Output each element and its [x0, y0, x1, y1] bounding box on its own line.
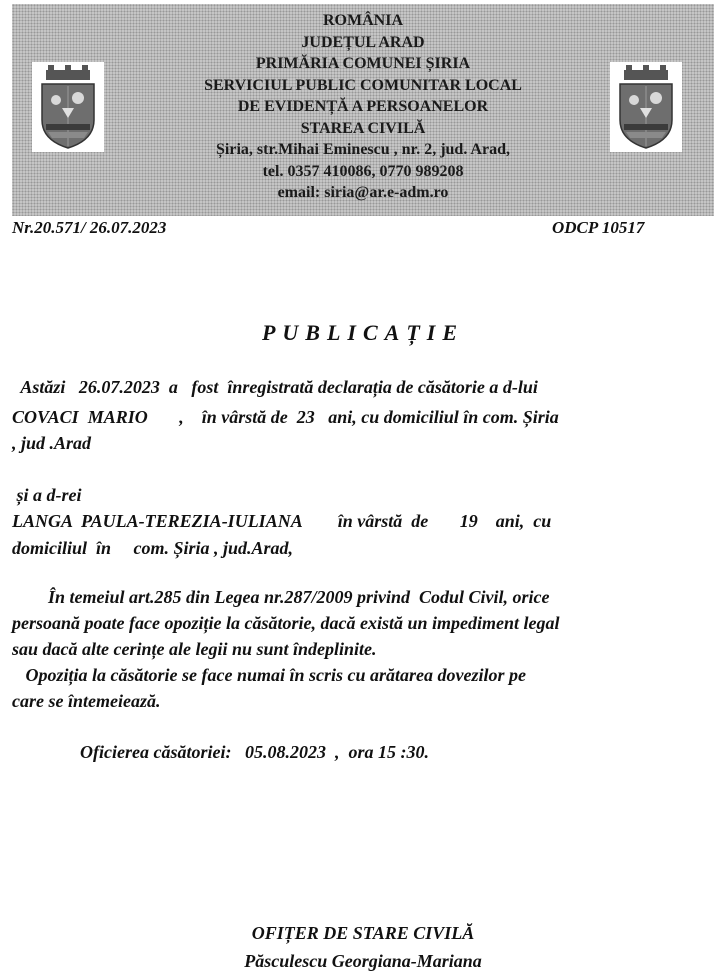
header-line-county: JUDEȚUL ARAD [301, 33, 425, 51]
header-line-service-cont: DE EVIDENȚĂ A PERSOANELOR [237, 98, 489, 115]
ceremony-date: Oficierea căsătoriei: 05.08.2023 , ora 15 :30. [80, 742, 429, 762]
coat-of-arms-icon [610, 62, 682, 152]
second-party-line-2: LANGA PAULA-TEREZIA-IULIANA în vârstă de 19 ani, cu [12, 511, 552, 531]
legal-line-3: sau dacă alte cerințe ale legii nu sunt îndeplinite. [12, 639, 377, 659]
second-party-line-3: domiciliul în com. Șiria , jud.Arad, [12, 538, 294, 558]
legal-line-1: În temeiul art.285 din Legea nr.287/2009 privind Codul Civil, orice [12, 587, 550, 607]
letterhead [12, 4, 714, 216]
header-line-email: email: siria@ar.e-adm.ro [277, 184, 449, 201]
header-line-town-hall: PRIMĂRIA COMUNEI ȘIRIA [255, 55, 471, 72]
legal-line-5: care se întemeiează. [12, 691, 161, 711]
document-code: ODCP 10517 [552, 218, 645, 237]
signature-role: OFIȚER DE STARE CIVILĂ [251, 923, 475, 943]
header-line-phone: tel. 0357 410086, 0770 989208 [262, 162, 464, 180]
header-line-service: SERVICIUL PUBLIC COMUNITAR LOCAL [204, 76, 522, 94]
second-party-line-1: și a d-rei [12, 485, 82, 505]
header-line-civil-status: STAREA CIVILĂ [300, 119, 426, 137]
legal-line-4: Opoziția la căsătorie se face numai în scris cu arătarea dovezilor pe [12, 665, 526, 685]
registration-number: Nr.20.571/ 26.07.2023 [12, 218, 167, 237]
header-line-country: ROMÂNIA [323, 12, 403, 29]
signature-name: Păsculescu Georgiana-Mariana [244, 951, 482, 971]
header-line-address: Șiria, str.Mihai Eminescu , nr. 2, jud. Arad, [216, 141, 510, 158]
declaration-line-3: , jud .Arad [12, 433, 92, 453]
legal-line-2: persoană poate face opoziție la căsătorie, dacă există un impediment legal [12, 613, 560, 633]
letterhead-text [12, 10, 714, 204]
declaration-line-2: COVACI MARIO , în vârstă de 23 ani, cu domiciliul în com. Șiria [12, 407, 559, 427]
document-title: PUBLICAȚIE [261, 320, 465, 345]
declaration-line-1: Astăzi 26.07.2023 a fost înregistrată declarația de căsătorie a d-lui [12, 377, 538, 397]
